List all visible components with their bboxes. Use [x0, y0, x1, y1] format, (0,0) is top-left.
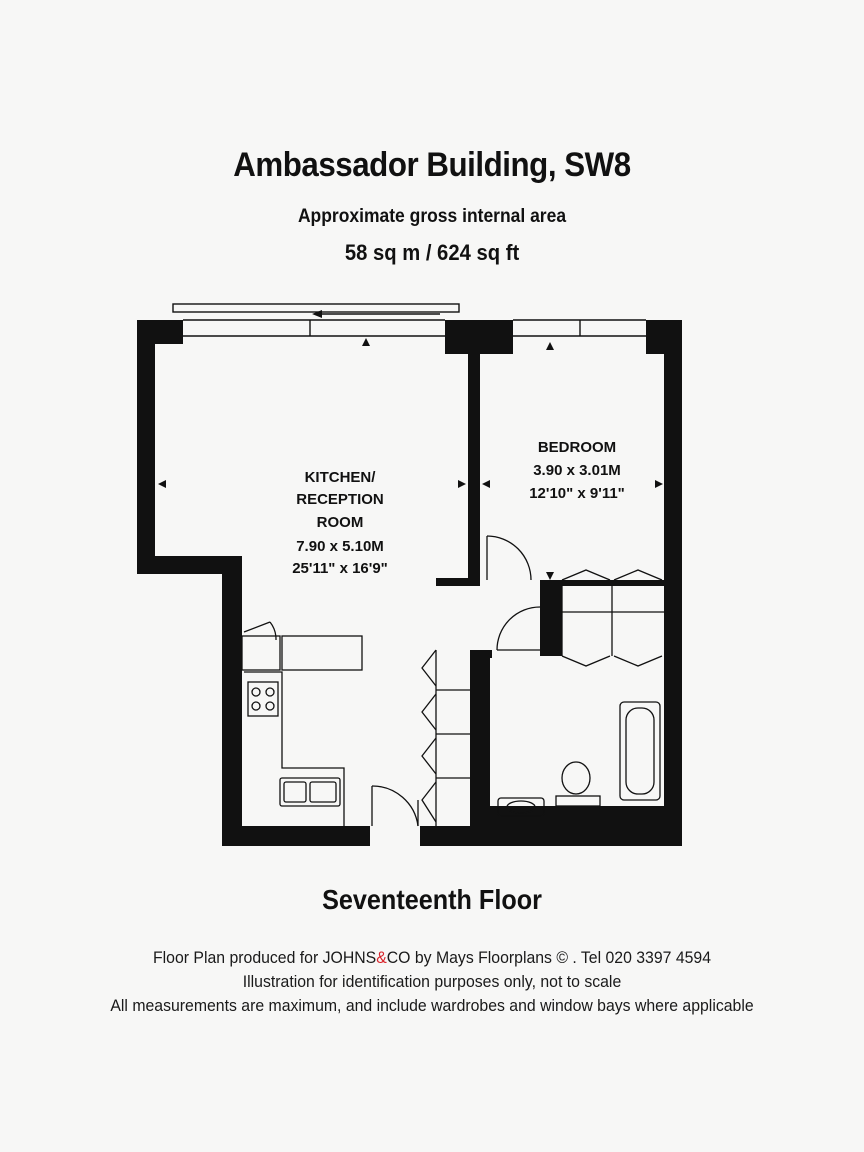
- arrow-up-icon: [546, 342, 554, 350]
- footer-measurements: All measurements are maximum, and include wardrobes and window bays where applicable: [110, 996, 754, 1015]
- cupboard: [242, 636, 280, 670]
- dimension-markers: [158, 338, 663, 580]
- windows: [173, 304, 646, 336]
- toilet-icon: [562, 762, 590, 794]
- bedroom-imperial: 12'10" x 9'11": [529, 485, 625, 502]
- wall-bath-corner: [540, 580, 562, 656]
- wall-bathroom-top: [470, 650, 492, 658]
- floor-label: Seventeenth Floor: [322, 884, 542, 915]
- kitchen-metric: 7.90 x 5.10M: [296, 538, 384, 555]
- footer-credit: [30, 948, 834, 968]
- arrow-right-icon: [655, 480, 663, 488]
- footer-disclaimer: Illustration for identification purposes only, not to scale: [242, 972, 622, 991]
- kitchen-fittings: [242, 636, 362, 826]
- wall-corner-top-left: [137, 320, 183, 344]
- kitchen-name-2: RECEPTION: [296, 491, 384, 508]
- arrow-up-icon: [362, 338, 370, 346]
- bedroom-name: BEDROOM: [537, 439, 617, 456]
- kitchen-name-1: KITCHEN/: [304, 469, 376, 486]
- wall-left-lower: [222, 556, 242, 846]
- arrow-down-icon: [546, 572, 554, 580]
- wall-bottom-right: [420, 826, 682, 846]
- wall-bathroom-left: [470, 650, 490, 846]
- hob-icon: [248, 682, 278, 716]
- wall-partition-stub: [436, 578, 480, 586]
- sliding-arrow-icon: [312, 310, 322, 318]
- bedroom-metric: 3.90 x 3.01M: [533, 462, 621, 479]
- kitchen-island: [282, 636, 362, 670]
- kitchen-label: [292, 469, 388, 577]
- page-title: Ambassador Building, SW8: [233, 146, 631, 184]
- kitchen-name-3: ROOM: [316, 514, 364, 531]
- footer-ampersand: &: [376, 948, 387, 967]
- wall-left-upper: [137, 320, 155, 574]
- bedroom-label: [529, 439, 625, 502]
- area-subtitle: Approximate gross internal area: [297, 206, 567, 227]
- wall-partition-vertical: [468, 340, 480, 586]
- hall-cupboards: [422, 650, 470, 826]
- area-value: 58 sq m / 624 sq ft: [344, 240, 520, 265]
- bathroom-fittings: [498, 702, 660, 816]
- arrow-left-icon: [482, 480, 490, 488]
- wall-corner-top-right: [646, 320, 682, 354]
- walls: [137, 320, 682, 846]
- wall-bottom-left: [222, 826, 370, 846]
- door-cupboard: [244, 622, 270, 632]
- footer-credit-prefix: Floor Plan produced for JOHNS: [153, 948, 377, 967]
- footer-credit-suffix: CO by Mays Floorplans © . Tel 020 3397 4594: [386, 948, 711, 967]
- kitchen-imperial: 25'11" x 16'9": [292, 560, 388, 577]
- arrow-right-icon: [458, 480, 466, 488]
- window-balcony-rail: [173, 304, 459, 312]
- arrow-left-icon: [158, 480, 166, 488]
